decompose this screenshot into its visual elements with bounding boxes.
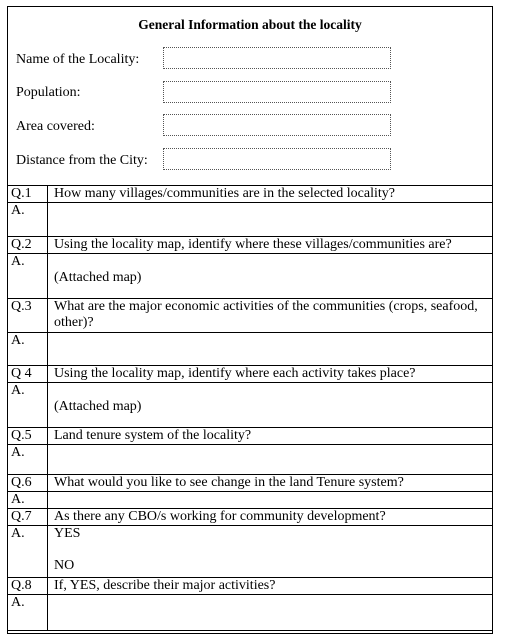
- question-number: Q.2: [8, 237, 48, 254]
- question-text: How many villages/communities are in the selected locality?: [48, 186, 493, 203]
- answer-text: (Attached map): [54, 399, 142, 414]
- area-covered-label: Area covered:: [16, 119, 95, 134]
- answer-row: [8, 254, 493, 299]
- questions-table: [7, 185, 493, 631]
- form-title: General Information about the locality: [138, 17, 362, 32]
- answer-label: A.: [8, 254, 48, 299]
- answer-text: (Attached map): [54, 270, 142, 285]
- answer-field[interactable]: [48, 445, 493, 475]
- form-frame: [7, 6, 493, 634]
- question-text: What would you like to see change in the land Tenure system?: [48, 475, 493, 492]
- question-text: If, YES, describe their major activities?: [48, 578, 493, 595]
- question-text: Using the locality map, identify where these villages/communities are?: [48, 237, 493, 254]
- answer-field[interactable]: [48, 333, 493, 366]
- answer-label: A.: [8, 445, 48, 475]
- answer-row: [8, 595, 493, 631]
- answer-field[interactable]: [48, 203, 493, 237]
- answer-row: [8, 492, 493, 509]
- answer-row: [8, 383, 493, 428]
- answer-label: A.: [8, 492, 48, 509]
- question-row: [8, 299, 493, 333]
- question-row: [8, 366, 493, 383]
- question-row: [8, 509, 493, 526]
- question-text: What are the major economic activities of the communities (crops, seafood, other)?: [48, 299, 493, 333]
- question-text: As there any CBO/s working for community development?: [48, 509, 493, 526]
- area-covered-field[interactable]: [163, 114, 391, 136]
- question-text: Land tenure system of the locality?: [48, 428, 493, 445]
- answer-row: [8, 526, 493, 578]
- question-text: Using the locality map, identify where each activity takes place?: [48, 366, 493, 383]
- locality-name-field[interactable]: [163, 47, 391, 69]
- question-row: [8, 237, 493, 254]
- question-number: Q.3: [8, 299, 48, 333]
- answer-row: [8, 333, 493, 366]
- question-row: [8, 578, 493, 595]
- answer-field[interactable]: [48, 595, 493, 631]
- population-field[interactable]: [163, 81, 391, 103]
- question-row: [8, 475, 493, 492]
- answer-label: A.: [8, 333, 48, 366]
- question-number: Q.7: [8, 509, 48, 526]
- answer-field[interactable]: [48, 492, 493, 509]
- question-number: Q.6: [8, 475, 48, 492]
- question-row: [8, 186, 493, 203]
- answer-option-no[interactable]: NO: [54, 558, 75, 573]
- distance-label: Distance from the City:: [16, 153, 148, 168]
- answer-row: [8, 445, 493, 475]
- answer-option-yes[interactable]: YES: [54, 526, 81, 541]
- question-number: Q 4: [8, 366, 48, 383]
- answer-field[interactable]: [48, 383, 493, 428]
- question-number: Q.1: [8, 186, 48, 203]
- population-label: Population:: [16, 85, 81, 100]
- locality-name-label: Name of the Locality:: [16, 52, 140, 67]
- question-number: Q.8: [8, 578, 48, 595]
- answer-label: A.: [8, 383, 48, 428]
- answer-label: A.: [8, 526, 48, 578]
- answer-row: [8, 203, 493, 237]
- question-row: [8, 428, 493, 445]
- distance-field[interactable]: [163, 148, 391, 170]
- answer-field[interactable]: [48, 526, 493, 578]
- answer-field[interactable]: [48, 254, 493, 299]
- answer-label: A.: [8, 595, 48, 631]
- question-number: Q.5: [8, 428, 48, 445]
- answer-label: A.: [8, 203, 48, 237]
